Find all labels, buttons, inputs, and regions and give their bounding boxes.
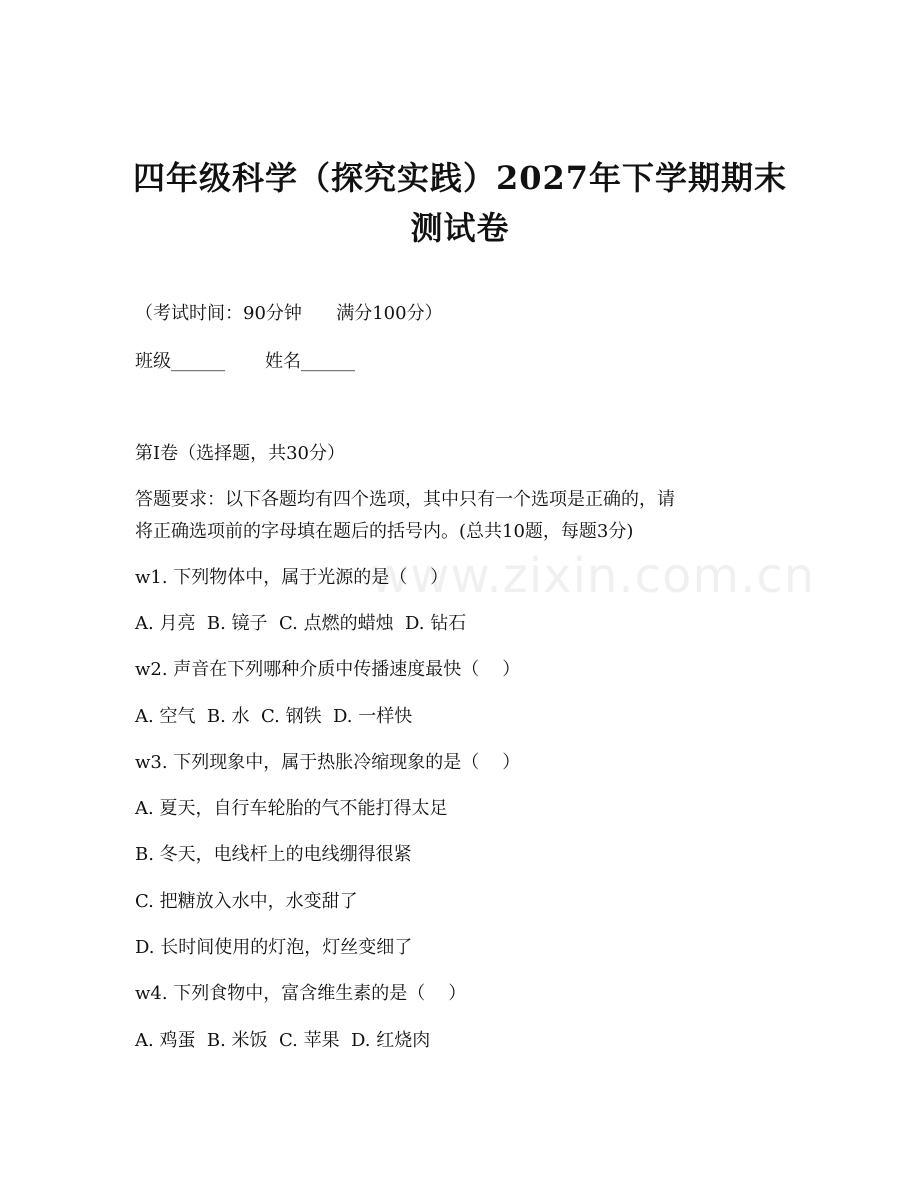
class-name-line: 班级______ 姓名______ — [135, 351, 356, 372]
watermark-text: www.zixin.com.cn — [370, 548, 816, 604]
section-heading: 第I卷（选择题，共30分） — [135, 443, 346, 464]
document-title-line-2: 测试卷 — [410, 209, 510, 247]
question-stem: w4. 下列食物中，富含维生素的是（ ） — [135, 983, 467, 1004]
question-option: D. 长时间使用的灯泡，灯丝变细了 — [135, 937, 413, 958]
question-stem: w2. 声音在下列哪种介质中传播速度最快（ ） — [135, 659, 521, 680]
question-stem: w1. 下列物体中，属于光源的是（ ） — [135, 567, 449, 588]
instructions-line-2: 将正确选项前的字母填在题后的括号内。(总共10题，每题3分) — [135, 521, 634, 542]
question-option: A. 夏天，自行车轮胎的气不能打得太足 — [135, 798, 448, 819]
question-options: A. 空气 B. 水 C. 钢铁 D. 一样快 — [135, 706, 413, 727]
question-option: B. 冬天，电线杆上的电线绷得很紧 — [135, 844, 412, 865]
question-option: C. 把糖放入水中，水变甜了 — [135, 891, 358, 912]
question-options: A. 月亮 B. 镜子 C. 点燃的蜡烛 D. 钻石 — [135, 613, 467, 634]
question-options: A. 鸡蛋 B. 米饭 C. 苹果 D. 红烧肉 — [135, 1030, 431, 1051]
exam-info: （考试时间：90分钟 满分100分） — [135, 303, 443, 324]
document-title-line-1: 四年级科学（探究实践）2027年下学期期末 — [132, 159, 788, 197]
instructions-line-1: 答题要求：以下各题均有四个选项，其中只有一个选项是正确的，请 — [135, 489, 675, 510]
question-stem: w3. 下列现象中，属于热胀冷缩现象的是（ ） — [135, 752, 521, 773]
